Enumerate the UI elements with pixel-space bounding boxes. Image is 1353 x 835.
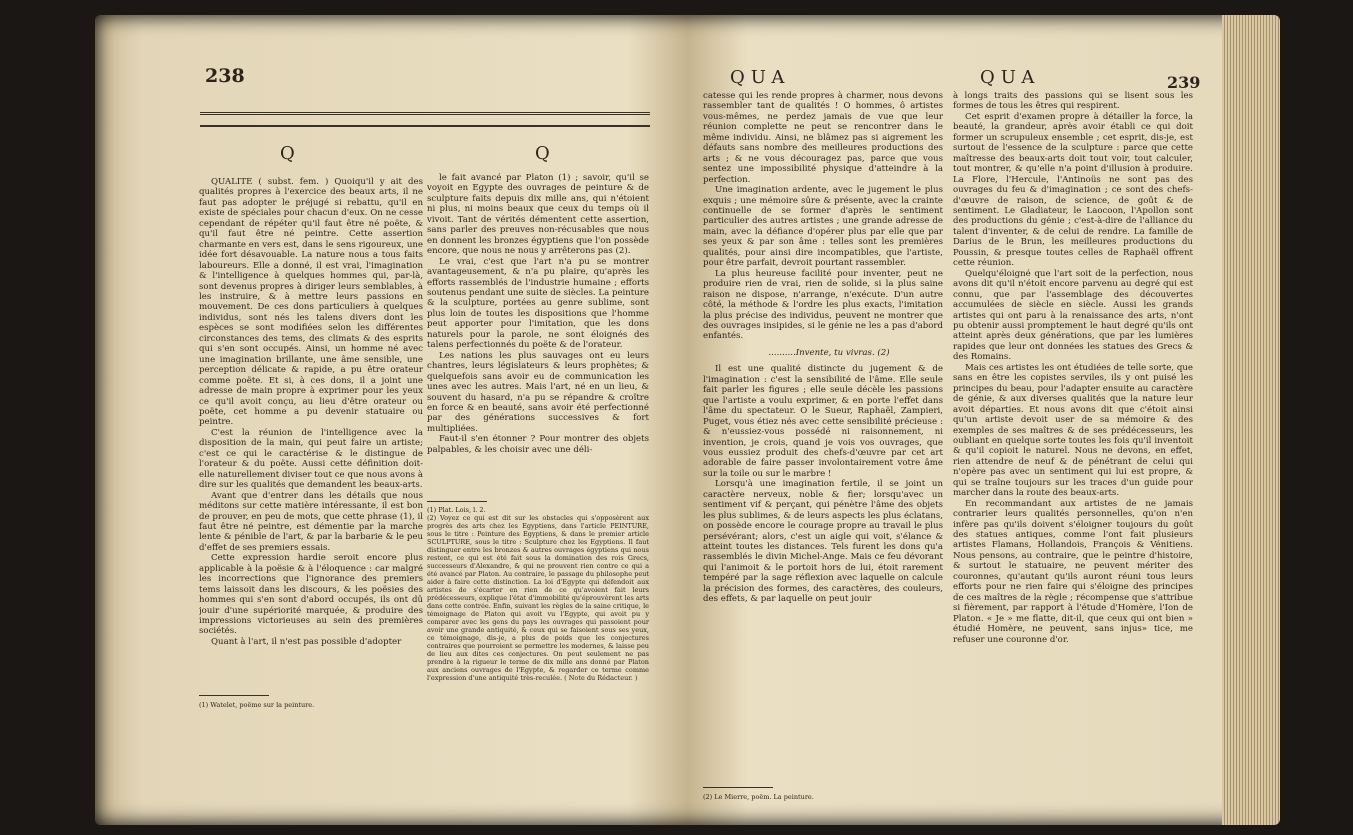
paragraph: Lorsqu'à une imagination fertile, il se joint un caractère nerveux, noble & fier; lorsqu'avec un sentiment vif & perçant, qui pénètre l'âme des objets les plus sublimes, & de leurs aspects les plus éclatans, on possède encore le courage propre au travail le plus persévérant; alors, c'est un aigle qui voit, s'élance & atteint toutes les distances. Tels furent les dons qu'a rassemblés le divin Michel-Ange. Mais ce feu dévorant qui l'animoit & le portoit hors de lui, étoit rarement tempéré par la sage réflexion avec laquelle on calcule la précision des formes, des caractères, des couleurs, des effets, & par laquelle on peut jouir (703, 479, 943, 605)
open-book (95, 15, 1280, 825)
paragraph: Les nations les plus sauvages ont eu leurs chantres, leurs législateurs & leurs prophètes; & quelquefois sans avoir eu de communication les unes avec les autres. Mais l'art, né en un lieu, & souvent du hasard, n'a pu se répandre & croître en force & en beauté, sans avoir été perfectionné par des générations successives & fort multipliées. (427, 350, 649, 434)
running-head-left: QUA (730, 67, 791, 88)
footnote: (2) Le Mierre, poëm. La peinture. (703, 793, 814, 801)
paragraph: Faut-il s'en étonner ? Pour montrer des objets palpables, & les choisir avec une déli- (427, 434, 649, 455)
paragraph: QUALITÉ ( subst. fem. ) Quoiqu'il y ait des qualités propres à l'exercice des beaux arts, il ne faut pas adopter le préjugé si rebattu, qu'il en existe de spéciales pour chacun d'eux. On ne cesse cependant de répéter qu'il faut être né poëte, & qu'il faut être né peintre. Cette assertion charmante en vers est, dans le sens rigoureux, une idée fort désavouable. La nature nous a tous faits laboureurs. Elle a donné, il est vrai, l'imagination & l'intelligence à quelques hommes qui, par-là, sont devenus propres à diriger leurs semblables, à les instruire, & à mettre leurs passions en mouvement. De ces dons particuliers à quelques individus, sont nés les talens divers dont les espèces se sont modifiées selon les différentes circonstances des tems, des climats & des esprits qui s'en sont occupés. Ainsi, un homme né avec une imagination brillante, une âme sensible, une perception délicate & rapide, a pu être orateur comme poëte. Et si, à ces dons, il a joint une adresse de main propre à exprimer pour les yeux ce qu'il avoit conçu, au lieu d'être orateur ou poëte, cet homme a pu devenir statuaire ou peintre. (199, 177, 423, 428)
footnote-rule (427, 501, 487, 502)
paragraph: Le vrai, c'est que l'art n'a pu se montrer avantageusement, & n'a pu plaire, qu'après les efforts rassemblés de l'industrie humaine ; efforts soutenus pendant une suite de siècles. La peinture & la sculpture, portées au genre sublime, sont plus loin de toutes les dispositions que l'homme peut apporter pour l'imitation, que les dons naturels pour la parole, ne sont éloignés des talens perfectionnés du poëte & de l'orateur. (427, 256, 649, 351)
paragraph: le fait avancé par Platon (1) ; savoir, qu'il se voyoit en Egypte des ouvrages de peinture & de sculpture faits depuis dix mille ans, qui n'étoient ni plus, ni moins beaux que ceux du temps où il vivoit. Tant de vérités démentent cette assertion, sans parler des preuves non-récusables que nous en donnent les bronzes égyptiens que l'on possède encore, que nous ne nous y arrêterons pas (2). (427, 173, 649, 257)
footnote: (2) Voyez ce qui est dit sur les obstacles qui s'opposèrent aux progrès des arts chez les Egyptiens, dans l'article PEINTURE, sous le titre : Peinture des Egyptiens, & dans le premier article SCULPTURE, sous le titre : Sculpture chez les Egyptiens. Il faut distinguer entre les bronzes & autres ouvrages égyptiens qui nous restent, ce qui est été fait sous la domination des rois Grecs, successeurs d'Alexandre, & qui ne prouvent rien contre ce qui a été avancé par Platon. Au contraire, le passage du philosophe peut aider à faire cette distinction. La loi d'Egypte qui défendoit aux artistes de s'écarter en rien de ce qu'avoient fait leurs prédécesseurs, explique l'état d'immobilité qu'éprouvèrent les arts dans cette contrée. Enfin, suivant les règles de la saine critique, le témoignage de Platon qui avoit vu l'Egypte, qui avoit pu y comparer avec les gens du pays les ouvrages qui passoient pour avoir une grande antiquité, & ceux qui se faisoient sous ses yeux, ce témoignage, dis-je, a plus de poids que les conjectures contraires que pourroient se permettre les modernes, & laisse peu de lieu aux dites ces conjectures. On peut seulement ne pas prendre à la rigueur le terme de dix mille ans donné par Platon aux anciens ouvrages de l'Egypte, & regarder ce terme comme l'expression d'une antiquité très-reculée. ( Note du Rédacteur. ) (427, 514, 649, 682)
paragraph: Il est une qualité distincte du jugement & de l'imagination : c'est la sensibilité de l'âme. Elle seule fait parler les figures ; elle seule décèle les passions que l'artiste a voulu exprimer, & en porte l'effet dans l'âme du spectateur. O le Sueur, Raphaël, Zampieri, Puget, vous étiez nés avec cette sensibilité précieuse : & n'eussiez-vous possédé ni raisonnement, ni invention, je crois, quand je vois vos ouvrages, que vous eussiez produit des chefs-d'œuvre par cet art adorable de faire passer involontairement votre âme sur la toile ou sur le marbre ! (703, 364, 943, 479)
footnotes (427, 506, 649, 706)
running-head-right: QUA (980, 67, 1041, 88)
paragraph: En recommandant aux artistes de ne jamais contrarier leurs qualités personnelles, qu'on n'en infère pas qu'ils doivent s'éloigner toujours du goût des statues antiques, comme l'ont fait plusieurs artistes Flamans, Hollandois, François & Vénitiens. Nous pensons, au contraire, que le peintre d'histoire, & surtout le statuaire, ne peuvent mériter des couronnes, qu'autant qu'ils auront réuni tous leurs efforts pour ne rien faire qui s'éloigne des principes de ces maîtres de la règle ; récompense que s'attribue si fièrement, par rapport à l'étude d'Homère, l'Ion de Platon. « Je » me flatte, dit-il, que ceux qui ont bien » étudié Homère, ne peuvent, sans injus» tice, me refuser une couronne d'or. (953, 498, 1193, 645)
page-number-left: 238 (205, 65, 245, 87)
page-number-right: 239 (1167, 73, 1201, 92)
header-rule (200, 112, 650, 127)
right-page (685, 15, 1222, 825)
paragraph: Cette expression hardie seroit encore plus applicable à la poësie & à l'éloquence : car malgré les incorrections que l'ignorance des premiers tems laissoit dans les discours, & les poësies des hommes qui s'en sont d'abord occupés, ils ont dû jouir d'une supériorité marquée, & produire des impressions victorieuses au sein des premières sociétés. (199, 553, 423, 637)
paragraph: catesse qui les rende propres à charmer, nous devons rassembler tant de qualités ! O hommes, ô artistes vous-mêmes, ne perdez jamais de vue que leur réunion complette ne peut se rencontrer dans le même individu. Ainsi, ne blâmez pas si aigrement les défauts sans nombre des meilleures productions des arts ; & ne vous découragez pas, parce que vous sentez une impossibilité physique d'atteindre à la perfection. (703, 91, 943, 185)
section-letter-col2: Q (535, 143, 550, 164)
left-col1-text (199, 177, 423, 692)
paragraph: C'est la réunion de l'intelligence avec la disposition de la main, qui peut faire un artiste; c'est ce qui le caractérise & le distingue de l'orateur & du poëte. Aussi cette définition doit-elle naturellement diviser tout ce que nous avons à dire sur les qualités que demandent les beaux-arts. (199, 427, 423, 491)
footnote: (1) Plat. Lois, l. 2. (427, 506, 486, 514)
paragraph: Cet esprit d'examen propre à détailler la force, la beauté, la grandeur, après avoir établi ce qui doit former un scrupuleux ensemble ; cet esprit, dis-je, est surtout de l'essence de la sculpture : parce que cette maîtresse des beaux-arts doit tout voir, tout calculer, tout montrer, & qu'elle n'a point d'illusion à produire. La Flore, l'Hercule, l'Antinoüs ne sont pas des ouvrages du feu & d'imagination ; ce sont des chefs-d'œuvre de raison, de science, de goût & de sentiment. Le Gladiateur, le Laocoon, l'Apollon sont des productions du génie ; c'est-à-dire de l'alliance du talent d'inventer, & de celui de rendre. La famille de Darius de le Brun, les meilleures productions du Poussin, & presque toutes celles de Raphaël offrent cette réunion. (953, 111, 1193, 269)
right-col2-text (953, 91, 1193, 811)
paragraph: Quant à l'art, il n'est pas possible d'adopter (211, 636, 402, 647)
page-edges (1222, 15, 1280, 825)
paragraph: Avant que d'entrer dans les détails que nous méditons sur cette matière intéressante, il est bon de prouver, en peu de mots, que cette phrase (1), il faut être né peintre, est démentie par la marche lente & pénible de l'art, & par la barbarie & le peu d'effet de ses premiers essais. (199, 490, 423, 553)
verse-quote: ..........Invente, tu vivras. (2) (768, 347, 890, 358)
footnote: (1) Watelet, poëme sur la peinture. (199, 701, 315, 709)
section-letter-col1: Q (280, 143, 295, 164)
paragraph: Mais ces artistes les ont étudiées de telle sorte, que sans en être les copistes serviles, ils y ont puisé les principes du beau, pour l'adapter ensuite au caractère de génie, & aux diverses qualités que la nature leur avoit départies. Et nous avons dit que c'étoit ainsi qu'un artiste devoit user de sa mémoire & des exemples de ses maîtres & de ses prédécesseurs, les oubliant en quelque sorte toutes les fois qu'il inventoit & qu'il copioit le naturel. Nous ne devons, en effet, rien attendre de neuf & de pénétrant de celui qui n'opère pas avec un sentiment qui lui est propre, & qui se traîne toujours sur les traces d'un guide pour marcher dans la route des beaux-arts. (953, 362, 1193, 499)
paragraph: à longs traits des passions qui se lisent sous les formes de tous les êtres qui respirent. (953, 91, 1193, 112)
paragraph: La plus heureuse facilité pour inventer, peut ne produire rien de vrai, rien de solide, si la plus saine raison ne dispose, n'arrange, n'exécute. D'un autre côté, la méthode & l'ordre les plus exacts, l'imitation la plus précise des individus, peuvent ne montrer que des ouvrages insipides, si le génie ne les a pas d'abord enfantés. (703, 268, 943, 342)
footnote-rule (199, 695, 269, 696)
paragraph: Quelqu'éloigné que l'art soit de la perfection, nous avons dit qu'il n'étoit encore parvenu au degré qui est connu, que par l'assemblage des découvertes accumulées de siècle en siècle. Aussi les grands artistes qui ont paru à la renaissance des arts, n'ont pu obtenir aussi promptement le haut degré qu'ils ont atteint après deux générations, que par les lumières rapides que leur ont données les statues des Grecs & des Romains. (953, 268, 1193, 363)
left-col2-text (427, 173, 649, 495)
right-col1-text (703, 91, 943, 781)
paragraph: Une imagination ardente, avec le jugement le plus exquis ; une mémoire sûre & présente, avec la crainte continuelle de se former d'après le sentiment particulier des autres artistes ; une grande adresse de main, avec la défiance d'opérer plus par elle que par ses yeux & par son âme : telles sont les premières qualités, pour ainsi dire incompatibles, que l'artiste, pour être parfait, devroit pourtant rassembler. (703, 185, 943, 269)
footnote-rule (703, 787, 773, 788)
left-page (95, 15, 685, 825)
